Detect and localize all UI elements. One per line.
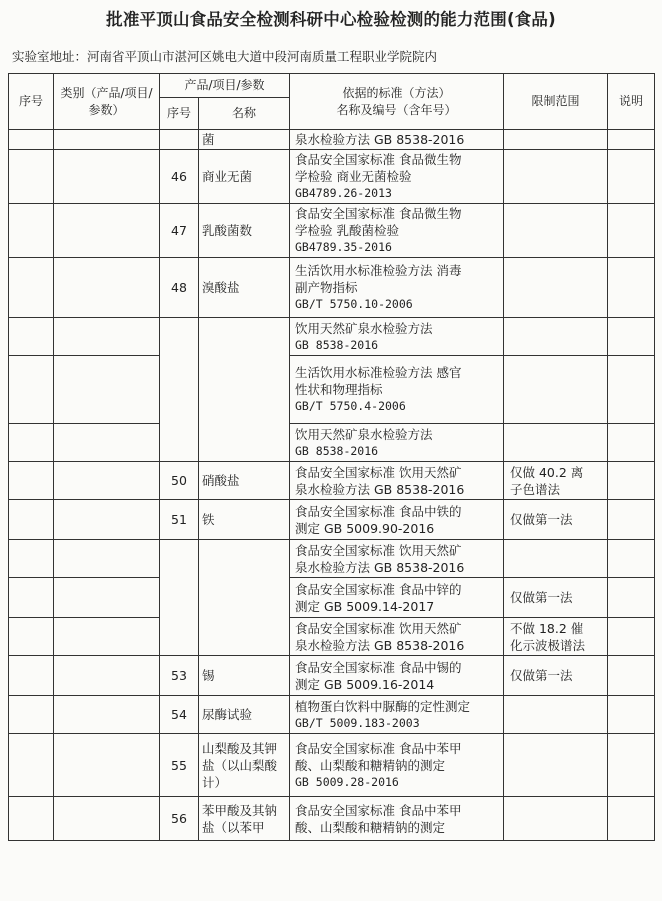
header-standard-line: 名称及编号（含年号） bbox=[336, 102, 457, 117]
standard-cell bbox=[290, 734, 504, 797]
item-name-cell: 苯甲酸及其钠盐（以苯甲 bbox=[199, 797, 290, 841]
limit-cell bbox=[504, 462, 608, 500]
standard-line: 学检验 商业无菌检验 bbox=[295, 169, 412, 184]
standard-line: GB/T 5750.4-2006 bbox=[295, 399, 406, 413]
limit-line: 仅做第一法 bbox=[510, 512, 573, 527]
standard-cell bbox=[290, 130, 504, 150]
category-cell bbox=[54, 258, 160, 318]
category-cell bbox=[54, 500, 160, 540]
standard-cell bbox=[290, 424, 504, 462]
item-number-cell: 53 bbox=[160, 656, 199, 696]
table-row bbox=[9, 150, 655, 204]
standard-cell bbox=[290, 656, 504, 696]
table-row bbox=[9, 356, 655, 424]
item-name-cell: 硝酸盐 bbox=[199, 462, 290, 500]
table-row bbox=[9, 578, 655, 618]
header-limit: 限制范围 bbox=[504, 74, 608, 130]
capability-table bbox=[8, 73, 655, 841]
table-row bbox=[9, 696, 655, 734]
standard-line: 植物蛋白饮料中脲酶的定性测定 bbox=[295, 698, 471, 714]
standard-line: 酸、山梨酸和糖精钠的测定 bbox=[295, 819, 446, 835]
category-cell bbox=[54, 656, 160, 696]
limit-cell bbox=[504, 204, 608, 258]
item-number-cell: 48 bbox=[160, 258, 199, 318]
category-cell bbox=[54, 540, 160, 578]
table-row bbox=[9, 797, 655, 841]
table-row bbox=[9, 540, 655, 578]
item-number-cell: 54 bbox=[160, 696, 199, 734]
limit-cell bbox=[504, 130, 608, 150]
standard-line: 食品安全国家标准 食品中铁的 bbox=[295, 503, 462, 519]
table-row bbox=[9, 618, 655, 656]
item-name-cell: 山梨酸及其钾盐（以山梨酸计） bbox=[199, 734, 290, 797]
table-row bbox=[9, 656, 655, 696]
note-cell bbox=[608, 356, 655, 424]
item-name-cell: 尿酶试验 bbox=[199, 696, 290, 734]
note-cell bbox=[608, 540, 655, 578]
standard-line: 泉水检验方法 GB 8538-2016 bbox=[295, 559, 465, 575]
item-number-cell: 56 bbox=[160, 797, 199, 841]
category-cell bbox=[54, 696, 160, 734]
standard-cell bbox=[290, 540, 504, 578]
standard-cell bbox=[290, 150, 504, 204]
standard-cell bbox=[290, 258, 504, 318]
item-name-cell: 溴酸盐 bbox=[199, 258, 290, 318]
seq-cell bbox=[9, 204, 54, 258]
limit-line: 子色谱法 bbox=[510, 481, 561, 497]
item-name-cell: 菌 bbox=[199, 130, 290, 150]
standard-line: 食品安全国家标准 食品中苯甲 bbox=[295, 740, 462, 756]
category-cell bbox=[54, 618, 160, 656]
standard-line: 生活饮用水标准检验方法 消毒 bbox=[295, 263, 462, 278]
note-cell bbox=[608, 500, 655, 540]
standard-line: GB 8538-2016 bbox=[295, 443, 379, 458]
standard-line: 测定 GB 5009.16-2014 bbox=[295, 676, 435, 692]
standard-cell bbox=[290, 696, 504, 734]
seq-cell bbox=[9, 318, 54, 356]
table-row bbox=[9, 462, 655, 500]
category-cell bbox=[54, 204, 160, 258]
standard-line: 食品安全国家标准 饮用天然矿 bbox=[295, 464, 462, 480]
standard-line: 泉水检验方法 GB 8538-2016 bbox=[295, 481, 465, 497]
category-cell bbox=[54, 150, 160, 204]
standard-line: 食品安全国家标准 食品中锡的 bbox=[295, 659, 462, 675]
standard-cell bbox=[290, 618, 504, 656]
limit-cell bbox=[504, 618, 608, 656]
standard-line: GB/T 5009.183-2003 bbox=[295, 715, 420, 730]
table-row bbox=[9, 130, 655, 150]
table-row bbox=[9, 258, 655, 318]
standard-line: 泉水检验方法 GB 8538-2016 bbox=[295, 132, 465, 147]
limit-cell bbox=[504, 734, 608, 797]
standard-line: 食品安全国家标准 食品微生物 bbox=[295, 152, 462, 167]
seq-cell bbox=[9, 258, 54, 318]
limit-line: 仅做 40.2 离 bbox=[510, 464, 584, 480]
note-cell bbox=[608, 424, 655, 462]
limit-line: 仅做第一法 bbox=[510, 668, 573, 683]
header-category: 类别（产品/项目/参数） bbox=[54, 74, 160, 130]
note-cell bbox=[608, 734, 655, 797]
seq-cell bbox=[9, 578, 54, 618]
category-cell bbox=[54, 424, 160, 462]
standard-line: GB/T 5750.10-2006 bbox=[295, 297, 413, 311]
standard-line: 食品安全国家标准 饮用天然矿 bbox=[295, 620, 462, 636]
limit-cell bbox=[504, 318, 608, 356]
category-cell bbox=[54, 462, 160, 500]
standard-cell bbox=[290, 462, 504, 500]
standard-line: 食品安全国家标准 食品微生物 bbox=[295, 206, 462, 221]
category-cell bbox=[54, 318, 160, 356]
limit-cell bbox=[504, 797, 608, 841]
standard-line: 性状和物理指标 bbox=[295, 382, 383, 397]
limit-cell bbox=[504, 356, 608, 424]
item-name-cell bbox=[199, 318, 290, 462]
item-name-cell: 铁 bbox=[199, 500, 290, 540]
table-row bbox=[9, 734, 655, 797]
seq-cell bbox=[9, 356, 54, 424]
seq-cell bbox=[9, 696, 54, 734]
lab-address: 实验室地址：河南省平顶山市湛河区姚电大道中段河南质量工程职业学院院内 bbox=[12, 49, 438, 64]
table-row bbox=[9, 424, 655, 462]
standard-line: GB4789.26-2013 bbox=[295, 186, 392, 200]
item-name-cell: 商业无菌 bbox=[199, 150, 290, 204]
category-cell bbox=[54, 356, 160, 424]
seq-cell bbox=[9, 500, 54, 540]
limit-cell bbox=[504, 424, 608, 462]
standard-cell bbox=[290, 204, 504, 258]
standard-cell bbox=[290, 500, 504, 540]
standard-cell bbox=[290, 797, 504, 841]
note-cell bbox=[608, 150, 655, 204]
limit-cell bbox=[504, 696, 608, 734]
standard-line: 食品安全国家标准 食品中锌的 bbox=[295, 581, 462, 597]
standard-line: 食品安全国家标准 食品中苯甲 bbox=[295, 802, 462, 818]
note-cell bbox=[608, 130, 655, 150]
limit-cell bbox=[504, 500, 608, 540]
table-row bbox=[9, 500, 655, 540]
table-row bbox=[9, 204, 655, 258]
category-cell bbox=[54, 578, 160, 618]
limit-cell bbox=[504, 150, 608, 204]
limit-cell bbox=[504, 656, 608, 696]
note-cell bbox=[608, 318, 655, 356]
standard-cell bbox=[290, 356, 504, 424]
standard-line: GB4789.35-2016 bbox=[295, 240, 392, 254]
header-seq: 序号 bbox=[9, 74, 54, 130]
seq-cell bbox=[9, 656, 54, 696]
item-number-cell: 46 bbox=[160, 150, 199, 204]
category-cell bbox=[54, 734, 160, 797]
standard-line: 生活饮用水标准检验方法 感官 bbox=[295, 365, 462, 380]
seq-cell bbox=[9, 618, 54, 656]
standard-line: 酸、山梨酸和糖精钠的测定 bbox=[295, 757, 446, 773]
note-cell bbox=[608, 797, 655, 841]
limit-line: 不做 18.2 催 bbox=[510, 620, 584, 636]
seq-cell bbox=[9, 424, 54, 462]
item-number-cell bbox=[160, 318, 199, 462]
category-cell bbox=[54, 130, 160, 150]
limit-line: 仅做第一法 bbox=[510, 590, 573, 605]
table-row bbox=[9, 318, 655, 356]
header-item-name: 名称 bbox=[199, 98, 290, 130]
header-product-group: 产品/项目/参数 bbox=[160, 74, 290, 98]
seq-cell bbox=[9, 150, 54, 204]
seq-cell bbox=[9, 540, 54, 578]
header-item-seq: 序号 bbox=[160, 98, 199, 130]
seq-cell bbox=[9, 130, 54, 150]
note-cell bbox=[608, 578, 655, 618]
item-number-cell bbox=[160, 540, 199, 656]
standard-cell bbox=[290, 578, 504, 618]
standard-line: 测定 GB 5009.90-2016 bbox=[295, 520, 435, 536]
category-cell bbox=[54, 797, 160, 841]
note-cell bbox=[608, 618, 655, 656]
standard-line: 饮用天然矿泉水检验方法 bbox=[295, 320, 433, 336]
standard-line: 泉水检验方法 GB 8538-2016 bbox=[295, 637, 465, 653]
limit-cell bbox=[504, 258, 608, 318]
item-number-cell: 47 bbox=[160, 204, 199, 258]
standard-line: 学检验 乳酸菌检验 bbox=[295, 223, 399, 238]
standard-line: 副产物指标 bbox=[295, 280, 358, 295]
item-name-cell: 锡 bbox=[199, 656, 290, 696]
standard-line: 测定 GB 5009.14-2017 bbox=[295, 598, 435, 614]
standard-line: GB 8538-2016 bbox=[295, 337, 379, 352]
header-standard-line: 依据的标准（方法） bbox=[342, 85, 451, 100]
item-number-cell: 51 bbox=[160, 500, 199, 540]
table-body bbox=[9, 130, 655, 841]
item-number-cell: 50 bbox=[160, 462, 199, 500]
limit-cell bbox=[504, 540, 608, 578]
note-cell bbox=[608, 462, 655, 500]
seq-cell bbox=[9, 462, 54, 500]
header-note: 说明 bbox=[608, 74, 655, 130]
note-cell bbox=[608, 696, 655, 734]
standard-line: 食品安全国家标准 饮用天然矿 bbox=[295, 542, 462, 558]
seq-cell bbox=[9, 797, 54, 841]
standard-cell bbox=[290, 318, 504, 356]
limit-cell bbox=[504, 578, 608, 618]
item-number-cell bbox=[160, 130, 199, 150]
standard-line: 饮用天然矿泉水检验方法 bbox=[295, 426, 433, 442]
note-cell bbox=[608, 656, 655, 696]
item-name-cell: 乳酸菌数 bbox=[199, 204, 290, 258]
document-title: 批准平顶山食品安全检测科研中心检验检测的能力范围(食品) bbox=[106, 10, 556, 29]
standard-line: GB 5009.28-2016 bbox=[295, 774, 399, 789]
header-standard bbox=[290, 74, 504, 130]
item-number-cell: 55 bbox=[160, 734, 199, 797]
note-cell bbox=[608, 258, 655, 318]
seq-cell bbox=[9, 734, 54, 797]
limit-line: 化示波极谱法 bbox=[510, 637, 586, 653]
note-cell bbox=[608, 204, 655, 258]
item-name-cell bbox=[199, 540, 290, 656]
